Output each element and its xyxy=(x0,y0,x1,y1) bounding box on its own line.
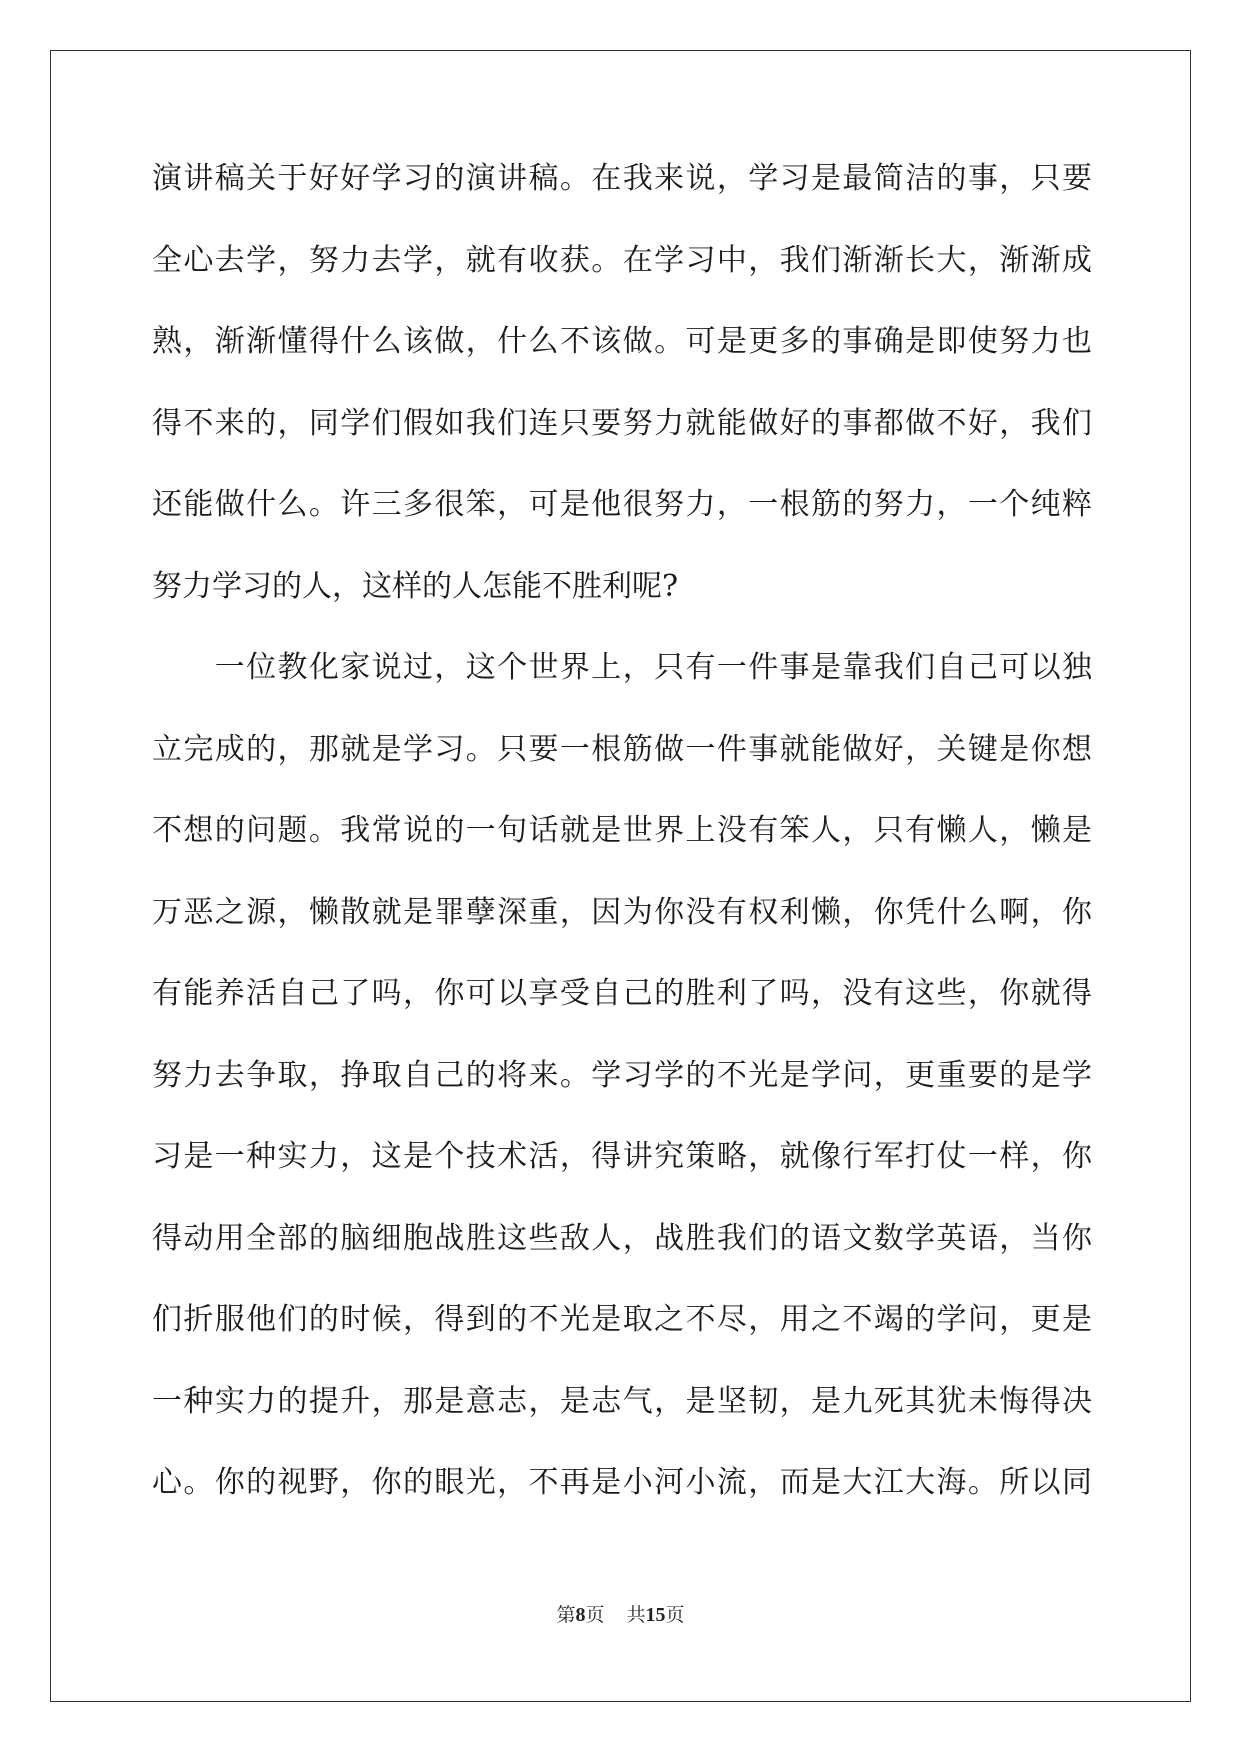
footer-total-prefix: 共 xyxy=(626,1604,646,1626)
document-body xyxy=(152,158,1092,1544)
text-line: 得不来的，同学们假如我们连只要努力就能做好的事都做不好，我们 xyxy=(152,405,1092,441)
text-line: 万恶之源，懒散就是罪孽深重，因为你没有权利懒，你凭什么啊，你 xyxy=(152,894,1092,930)
text-line: 努力去争取，挣取自己的将来。学习学的不光是学问，更重要的是学 xyxy=(152,1057,1092,1093)
text-line: 熟，渐渐懂得什么该做，什么不该做。可是更多的事确是即使努力也 xyxy=(152,324,1092,359)
footer-total-suffix: 页 xyxy=(665,1604,685,1626)
text-line: 努力学习的人，这样的人怎能不胜利呢? xyxy=(152,568,679,604)
text-line: 们折服他们的时候，得到的不光是取之不尽，用之不竭的学问，更是 xyxy=(152,1302,1092,1337)
text-line: 不想的问题。我常说的一句话就是世界上没有笨人，只有懒人，懒是 xyxy=(152,813,1092,848)
text-line: 立完成的，那就是学习。只要一根筋做一件事就能做好，关键是你想 xyxy=(152,731,1092,767)
text-line: 一种实力的提升，那是意志，是志气，是坚韧，是九死其犹未悔得决 xyxy=(152,1383,1092,1419)
text-line: 心。你的视野，你的眼光，不再是小河小流，而是大江大海。所以同 xyxy=(152,1465,1092,1500)
text-line: 还能做什么。许三多很笨，可是他很努力，一根筋的努力，一个纯粹 xyxy=(152,487,1092,522)
text-line: 有能养活自己了吗，你可以享受自己的胜利了吗，没有这些，你就得 xyxy=(152,976,1092,1011)
footer-page-number: 8 xyxy=(575,1604,586,1626)
text-line: 全心去学，努力去学，就有收获。在学习中，我们渐渐长大，渐渐成 xyxy=(152,242,1092,278)
footer-total-pages: 15 xyxy=(645,1604,666,1626)
text-line: 演讲稿关于好好学习的演讲稿。在我来说，学习是最简洁的事，只要 xyxy=(152,161,1092,196)
text-line: 习是一种实力，这是个技术活，得讲究策略，就像行军打仗一样，你 xyxy=(152,1139,1092,1174)
text-line: 得动用全部的脑细胞战胜这些敌人，战胜我们的语文数学英语，当你 xyxy=(152,1220,1092,1256)
text-line: 一位教化家说过，这个世界上，只有一件事是靠我们自己可以独 xyxy=(152,650,1092,685)
footer-page-suffix: 页 xyxy=(585,1604,605,1626)
footer-page-prefix: 第 xyxy=(556,1604,576,1626)
page-footer xyxy=(0,1602,1241,1628)
